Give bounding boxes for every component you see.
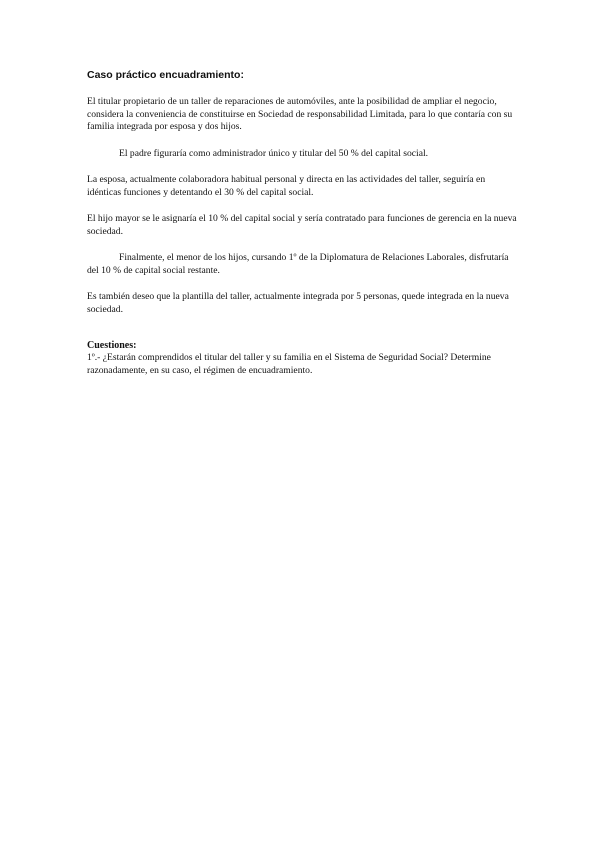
document-content [87,68,521,377]
document-title: Caso práctico encuadramiento: [87,69,244,81]
question-item: 1º.- ¿Estarán comprendidos el titular del taller y su familia en el Sistema de Seguridad Social? Determine razonadamente, en su caso, el régimen de encuadramiento. [87,352,491,376]
paragraph-wife: La esposa, actualmente colaboradora habitual personal y directa en las actividades del taller, seguiría en idénticas funciones y detentando el 30 % del capital social. [87,174,486,198]
paragraph-younger-son: Finalmente, el menor de los hijos, cursando 1º de la Diplomatura de Relaciones Laborales, disfrutaría del 10 % de capital social restante. [87,252,509,276]
questions-heading: Cuestiones: [87,340,137,351]
paragraph-elder-son: El hijo mayor se le asignaría el 10 % del capital social y sería contratado para funciones de gerencia en la nueva sociedad. [87,213,517,237]
paragraph-intro: El titular propietario de un taller de reparaciones de automóviles, ante la posibilidad de ampliar el negocio, considera la conveniencia de constituirse en Sociedad de responsabilidad Limitada, para lo que contaría con su familia integrada por esposa y dos hijos. [87,96,513,132]
paragraph-father: El padre figuraría como administrador único y titular del 50 % del capital social. [119,147,429,159]
paragraph-staff: Es también deseo que la plantilla del taller, actualmente integrada por 5 personas, quede integrada en la nueva sociedad. [87,291,509,315]
